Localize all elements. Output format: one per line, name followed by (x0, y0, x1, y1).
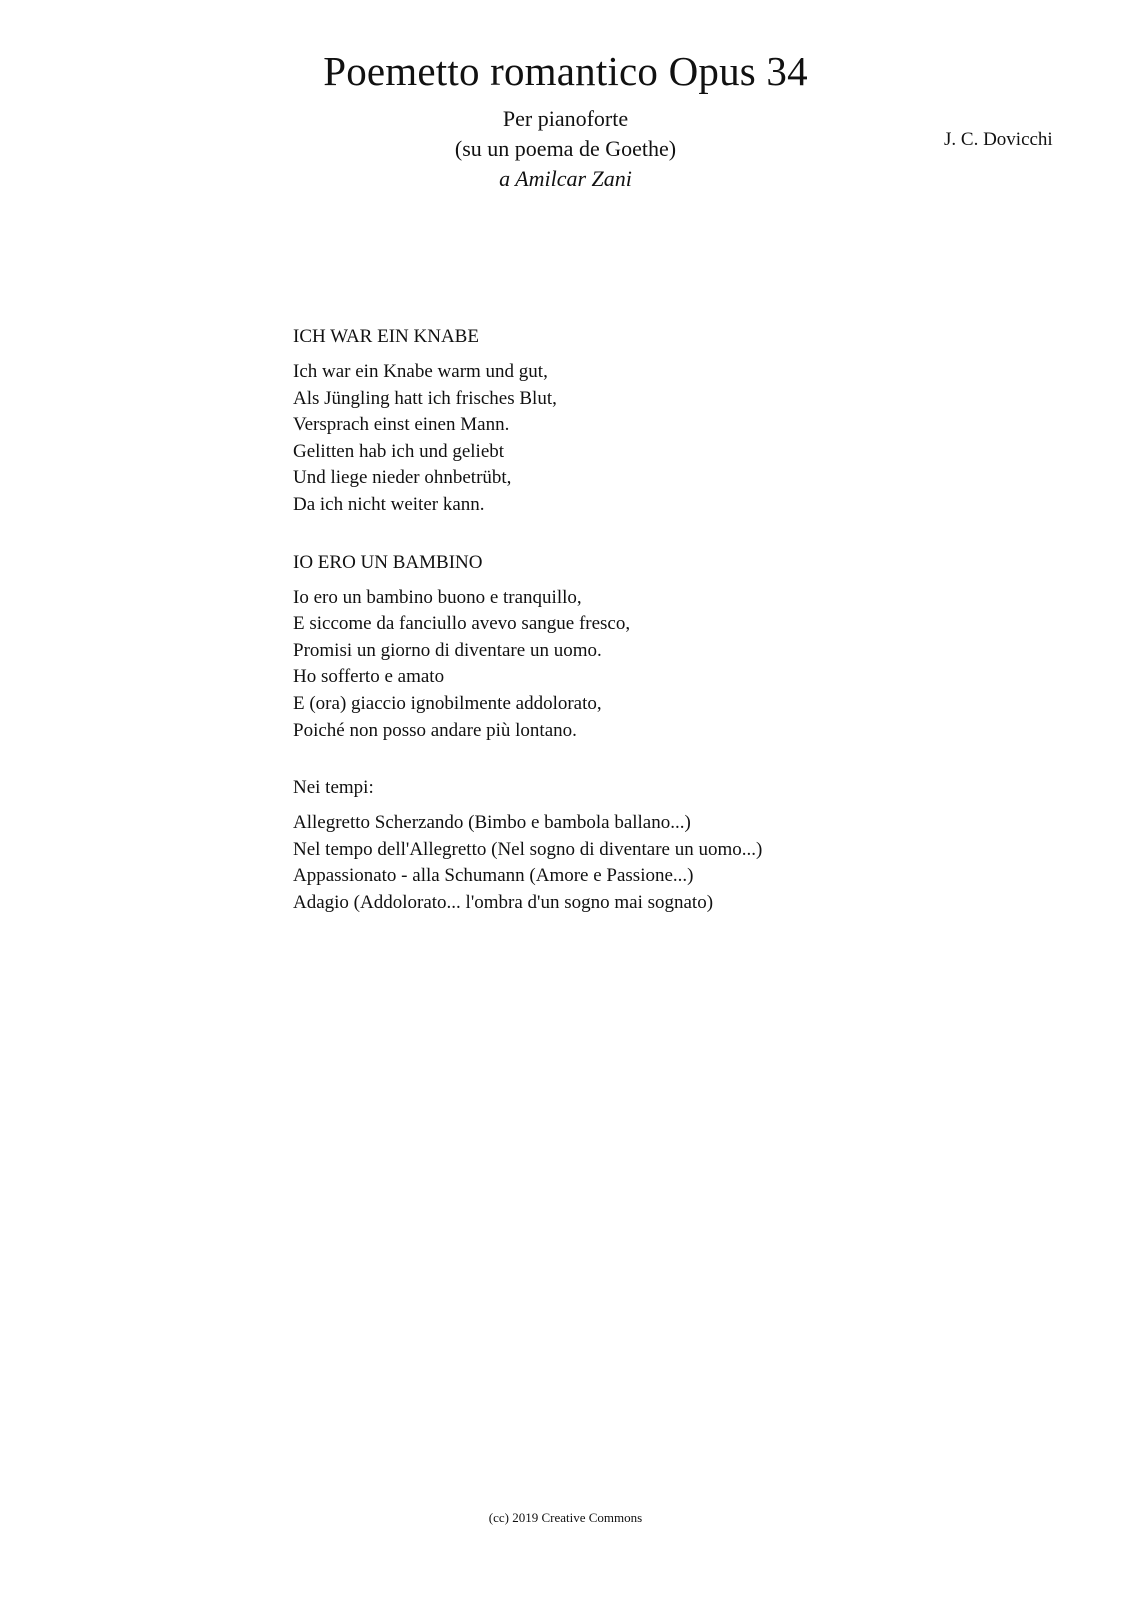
section-spacer (293, 744, 993, 776)
tempi-heading: Nei tempi: (293, 777, 374, 799)
dedication: a Amilcar Zani (499, 166, 632, 191)
verse-line: Ho sofferto e amato (293, 666, 445, 688)
tempo-item: Allegretto Scherzando (Bimbo e bambola ballano...) (293, 812, 691, 834)
subtitle-instrument: Per pianoforte (502, 106, 629, 131)
tempi-list (293, 810, 993, 916)
subtitle-source: (su un poema de Goethe) (454, 136, 677, 161)
verse-line: Als Jüngling hatt ich frisches Blut, (293, 387, 557, 409)
verse-line: Poiché non posso andare più lontano. (293, 719, 577, 741)
italian-poem-verse (293, 585, 993, 745)
italian-poem-heading: IO ERO UN BAMBINO (293, 551, 483, 573)
tempo-item: Appassionato - alla Schumann (Amore e Passione...) (293, 865, 694, 887)
license-footer: (cc) 2019 Creative Commons (488, 1510, 643, 1525)
german-poem-verse (293, 359, 993, 519)
verse-line: Und liege nieder ohnbetrübt, (293, 467, 512, 489)
section-spacer (293, 519, 993, 551)
verse-line: Da ich nicht weiter kann. (293, 493, 485, 515)
composer-name: J. C. Dovicchi (944, 129, 1053, 150)
main-content (293, 325, 993, 917)
tempo-item: Nel tempo dell'Allegretto (Nel sogno di diventare un uomo...) (293, 838, 763, 860)
verse-line: Gelitten hab ich und geliebt (293, 440, 505, 462)
page-title: Poemetto romantico Opus 34 (323, 48, 808, 94)
german-poem-heading: ICH WAR EIN KNABE (293, 326, 479, 347)
tempo-item: Adagio (Addolorato... l'ombra d'un sogno mai sognato) (293, 891, 714, 913)
verse-line: E siccome da fanciullo avevo sangue fresco, (293, 613, 631, 635)
verse-line: Ich war ein Knabe warm und gut, (293, 361, 548, 382)
verse-line: Versprach einst einen Mann. (293, 414, 510, 436)
verse-line: Io ero un bambino buono e tranquillo, (293, 586, 582, 608)
verse-line: E (ora) giaccio ignobilmente addolorato, (293, 692, 602, 714)
verse-line: Promisi un giorno di diventare un uomo. (293, 639, 602, 661)
